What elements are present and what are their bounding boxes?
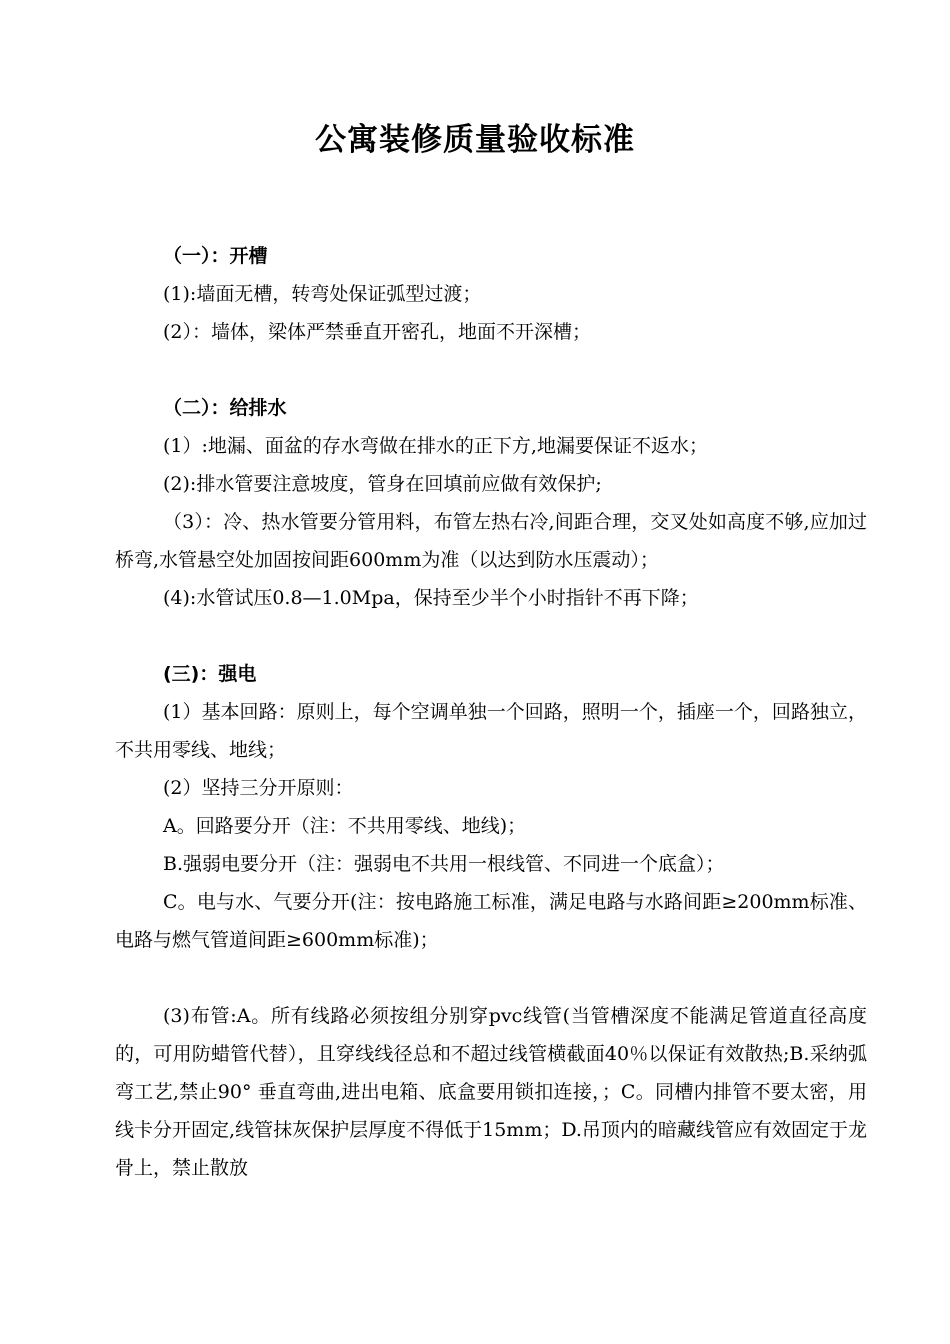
paragraph: A。回路要分开（注：不共用零线、地线)； [163,815,527,837]
paragraph: (4):水管试压0.8—1.0Mpa，保持至少半个小时指针不再下降； [163,587,699,609]
paragraph: (2）坚持三分开原则： [163,777,354,799]
section-heading-plumbing: （二）：给排水 [163,397,287,419]
section-heading-electrical: (三)：强电 [163,663,257,685]
paragraph: (2）：墙体，梁体严禁垂直开密孔，地面不开深槽； [163,321,592,343]
spacer [115,351,867,389]
spacer [115,617,867,655]
document-body [115,237,867,1187]
paragraph: (2):排水管要注意坡度，管身在回填前应做有效保护; [163,473,602,495]
paragraph: (1）:地漏、面盆的存水弯做在排水的正下方,地漏要保证不返水； [163,435,708,457]
paragraph: (1):墙面无槽，转弯处保证弧型过渡； [163,283,482,305]
section-heading-trenching: （一）：开槽 [163,245,268,267]
paragraph: C。电与水、气要分开(注：按电路施工标准，满足电路与水路间距≥200mm标准、电路与燃气管道间距≥600mm标准)； [115,891,867,951]
paragraph: （3）：冷、热水管要分管用料，布管左热右冷,间距合理，交叉处如高度不够,应加过桥弯,水管悬空处加固按间距600mm为准（以达到防水压震动）； [115,511,867,571]
paragraph: (3)布管:A。所有线路必须按组分别穿pvc线管(当管槽深度不能满足管道直径高度的，可用防蜡管代替），且穿线线径总和不超过线管横截面40％以保证有效散热;B.采纳弧弯工艺,禁止90° 垂直弯曲,进出电箱、底盒要用锁扣连接，；C。同槽内排管不要太密，用线卡分开固定,线管抹灰保护层厚度不得低于15mm；D.吊顶内的暗藏线管应有效固定于龙骨上，禁止散放 [115,1005,867,1179]
spacer [115,959,867,997]
paragraph: B.强弱电要分开（注：强弱电不共用一根线管、不同进一个底盒）； [163,853,725,875]
page-title: 公寓装修质量验收标准 [315,122,635,158]
paragraph: (1）基本回路：原则上，每个空调单独一个回路，照明一个，插座一个，回路独立，不共用零线、地线； [115,701,867,761]
